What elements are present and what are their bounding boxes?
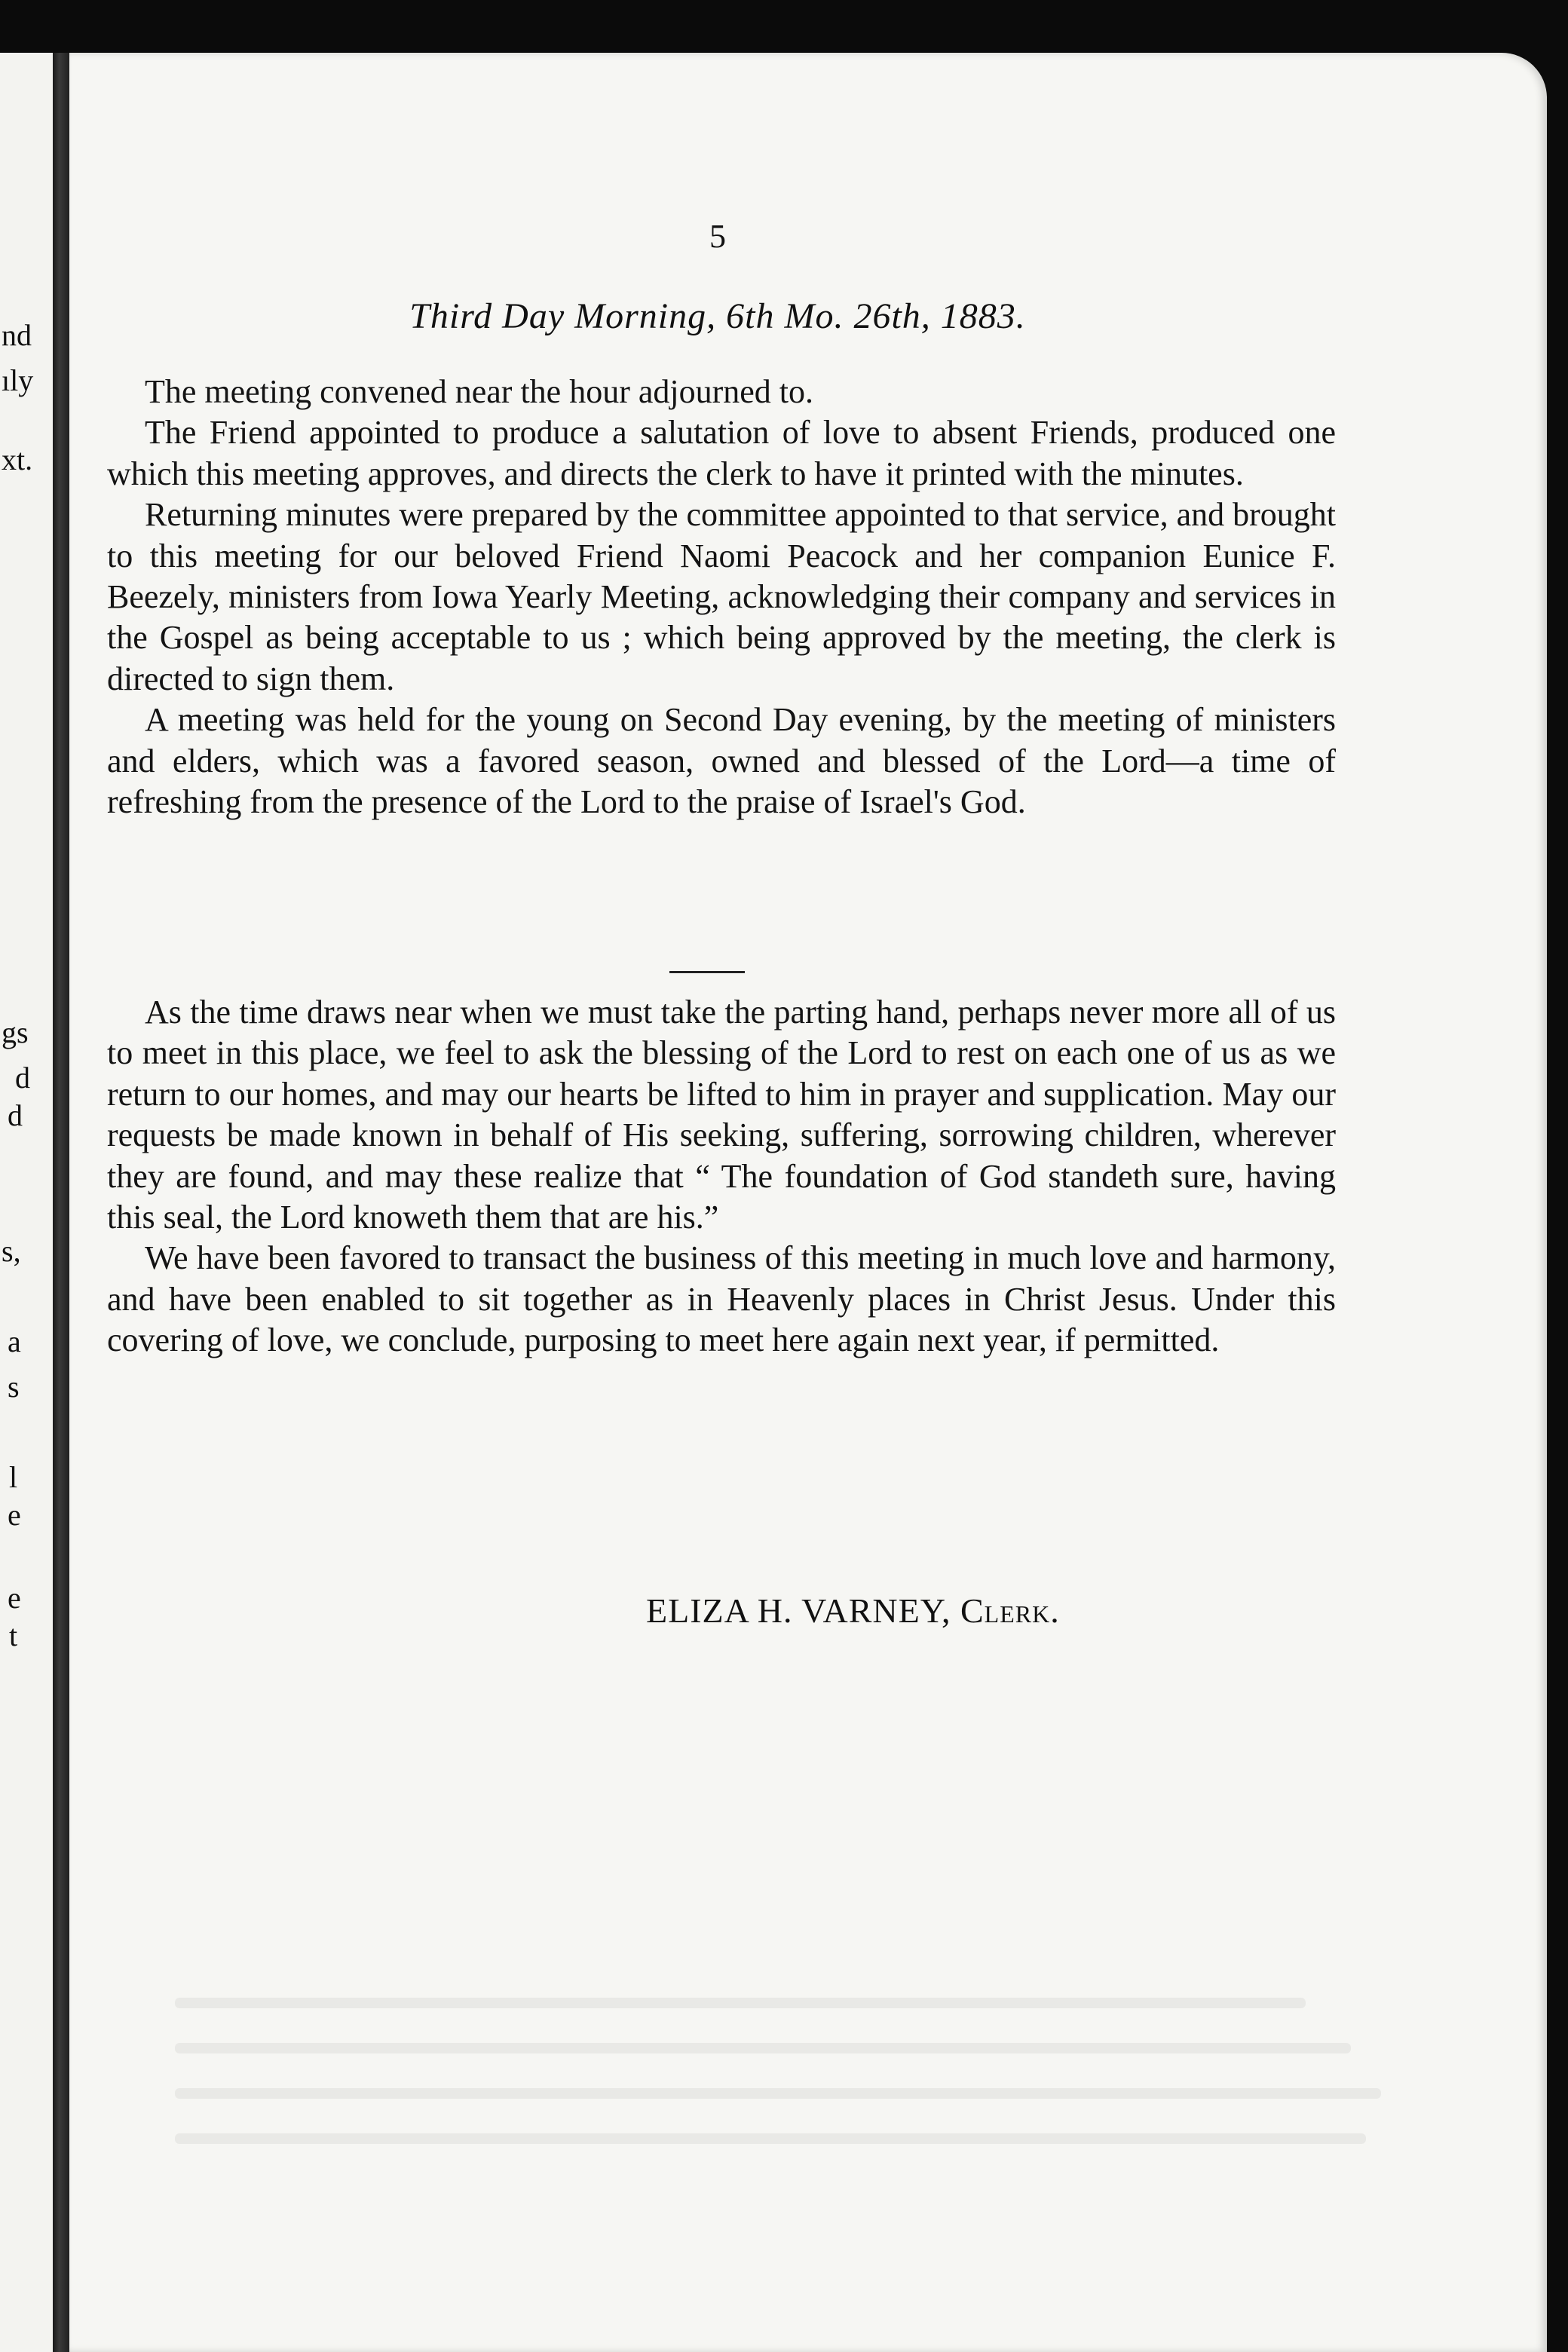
left-page-fragment: s [8,1370,20,1404]
left-page-fragment: nd [2,318,32,352]
left-page-fragment: gs [2,1015,29,1049]
left-page-fragment: xt. [2,443,33,476]
paragraph: A meeting was held for the young on Second Day evening, by the meeting of ministers and elders, which was a favored season, owned and blessed of the Lord—a time of refreshing from the presence of the Lord to the praise of Israel's God. [107,701,1336,821]
left-page-fragment: s, [2,1234,21,1268]
left-page-fragment: a [8,1325,21,1358]
paragraph: As the time draws near when we must take the parting hand, perhaps never more all of us to meet in this place, we feel to ask the blessing of the Lord to rest on each one of us as we return to our homes, and may our hearts be lifted to him in prayer and supplication. May our requests be made known in behalf of His seeking, suffering, sorrowing children, wherever they are found, and may these realize that “ The foundation of God standeth sure, having this seal, the Lord knoweth them that are his.” [107,994,1336,1236]
left-page-fragment: e [8,1581,21,1615]
book-gutter [53,53,69,2352]
section-divider [669,971,745,973]
clerk-signature [646,1591,1060,1631]
left-page-fragment: d [15,1061,30,1095]
document-page [69,53,1547,2352]
paragraph: The Friend appointed to produce a salutation of love to absent Friends, produced one which this meeting approves, and directs the clerk to have it printed with the minutes. [107,414,1336,492]
left-page-fragment: l [9,1460,18,1494]
bleed-through-mark [175,2133,1366,2144]
left-page-fragment: e [8,1498,21,1532]
bleed-through-mark [175,2088,1381,2099]
left-facing-page-edge [0,53,53,2352]
paragraph: Returning minutes were prepared by the committee appointed to that service, and brought to this meeting for our beloved Friend Naomi Peacock and her companion Eunice F. Beezely, ministers from Iowa Yearly Meeting, acknowledging their company and services in the Gospel as being acceptable to us ; which being approved by the meeting, the clerk is directed to sign them. [107,496,1336,697]
bleed-through-mark [175,1998,1306,2008]
left-page-fragment: ıly [2,363,34,397]
page-number: 5 [709,218,726,255]
minutes-section [107,372,1336,822]
left-page-fragment: d [8,1098,23,1132]
paragraph: We have been favored to transact the business of this meeting in much love and harmony, and have been enabled to sit together as in Heavenly places in Christ Jesus. Under this covering of love, we conclude, purposing to meet here again next year, if permitted. [107,1239,1336,1359]
signature-title: Clerk. [960,1591,1060,1630]
closing-section [107,992,1336,1361]
signature-name: ELIZA H. VARNEY, [646,1591,951,1630]
date-heading: Third Day Morning, 6th Mo. 26th, 1883. [409,296,1026,336]
paragraph: The meeting convened near the hour adjourned to. [145,373,814,410]
bleed-through-mark [175,2043,1351,2053]
left-page-fragment: t [9,1619,18,1652]
